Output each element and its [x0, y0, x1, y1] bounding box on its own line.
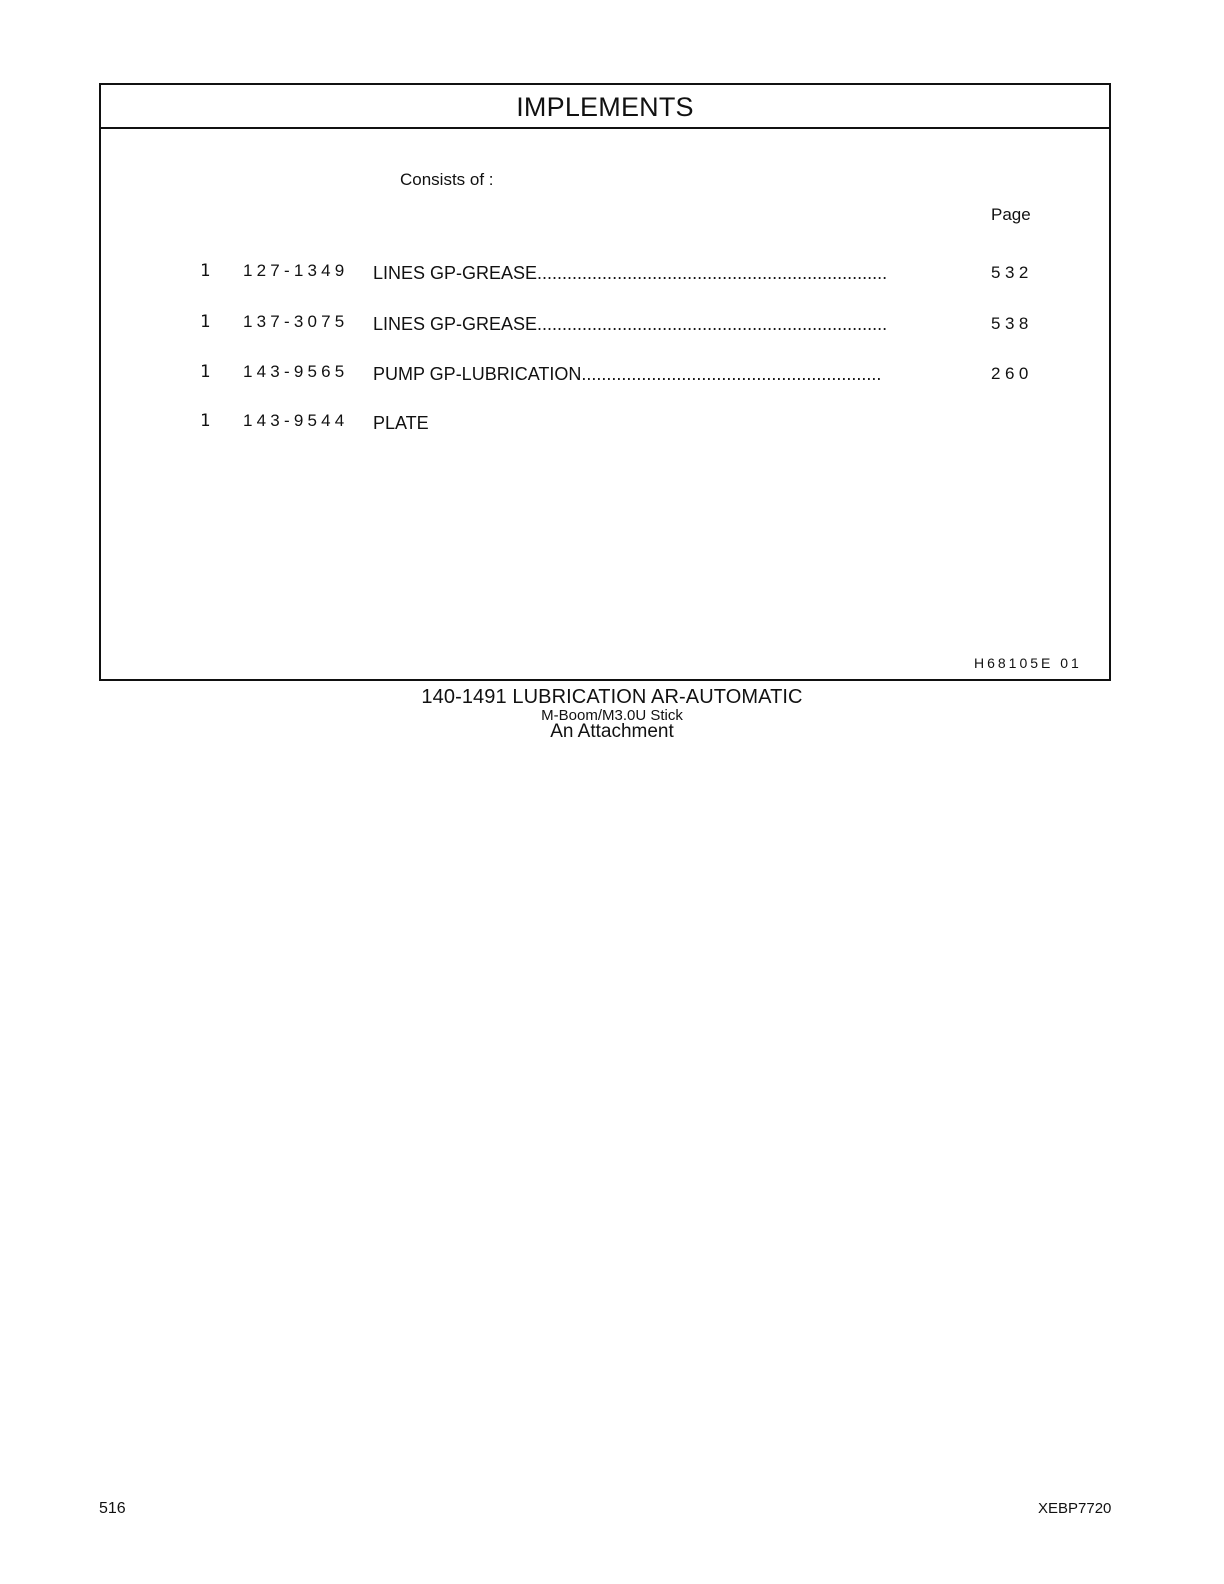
row-quantity: 1 [200, 362, 211, 382]
row-quantity: 1 [200, 411, 211, 431]
illustration-code: H68105E 01 [974, 655, 1082, 671]
page-column-header: Page [991, 205, 1031, 224]
row-part-number: 127-1349 [243, 261, 349, 280]
group-subcaption: M-Boom/M3.0U Stick [541, 707, 683, 724]
row-part-number: 137-3075 [243, 312, 349, 331]
row-description: LINES GP-GREASE...................................................................... [373, 263, 888, 283]
row-page-reference[interactable]: 538 [991, 314, 1033, 333]
row-page-reference[interactable]: 260 [991, 364, 1033, 383]
group-caption: 140-1491 LUBRICATION AR-AUTOMATIC [421, 686, 803, 708]
page-number: 516 [99, 1500, 126, 1517]
row-description: PUMP GP-LUBRICATION............................................................ [373, 364, 882, 384]
row-part-number: 143-9544 [243, 411, 349, 430]
row-page-reference[interactable]: 532 [991, 263, 1033, 282]
section-title: IMPLEMENTS [101, 85, 1109, 129]
row-quantity: 1 [200, 261, 211, 281]
row-part-number: 143-9565 [243, 362, 349, 381]
document-code: XEBP7720 [1038, 1500, 1112, 1517]
attachment-note: An Attachment [550, 721, 674, 742]
row-quantity: 1 [200, 312, 211, 332]
parts-row [101, 362, 1109, 392]
parts-row [101, 261, 1109, 291]
parts-row [101, 312, 1109, 342]
row-description: LINES GP-GREASE...................................................................... [373, 314, 888, 334]
parts-row [101, 411, 1109, 441]
row-description: PLATE [373, 413, 429, 433]
consists-of-label: Consists of : [400, 170, 494, 189]
parts-frame [99, 83, 1111, 681]
